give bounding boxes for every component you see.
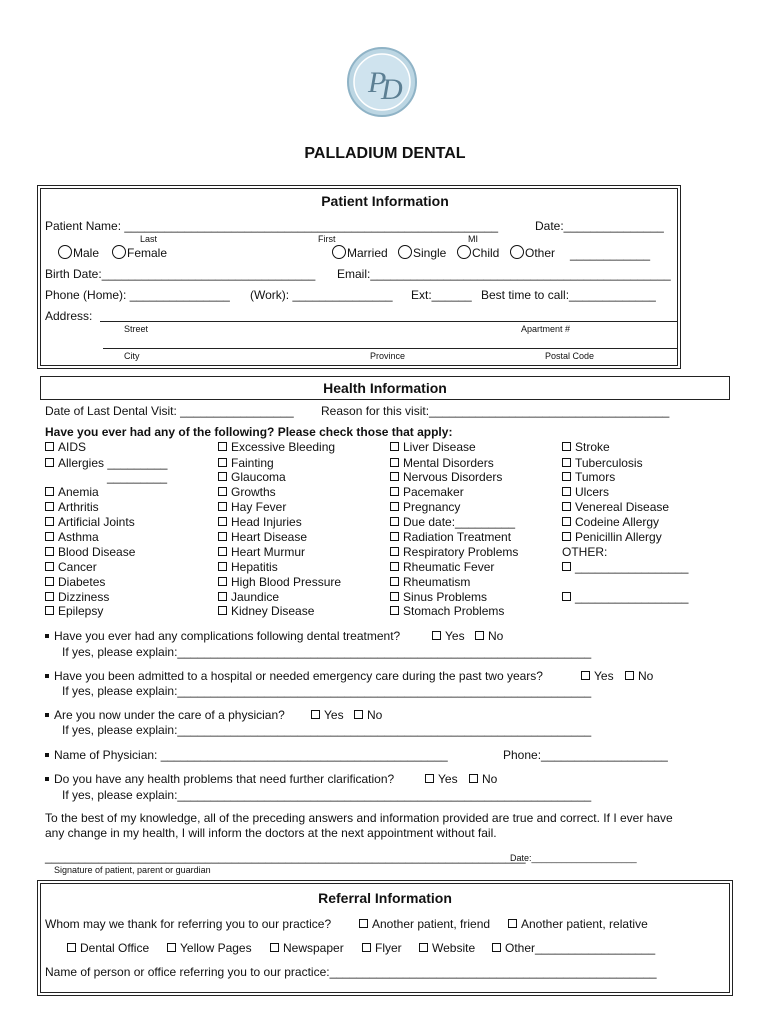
condition-label: Rheumatic Fever: [403, 560, 495, 574]
email-field[interactable]: Email:_____________________________________________: [337, 267, 671, 281]
address-label: Address:: [45, 309, 93, 323]
condition-col3-item[interactable]: [390, 545, 518, 559]
condition-col2-item[interactable]: [218, 590, 279, 604]
explain-field-3[interactable]: If yes, please explain:______________________________________________________________: [62, 723, 592, 737]
condition-label: Heart Disease: [231, 530, 308, 544]
condition-col1-item[interactable]: [45, 575, 105, 589]
condition-label: Stomach Problems: [403, 604, 505, 618]
condition-label: Ulcers: [575, 485, 610, 499]
checkbox-icon: [45, 442, 54, 451]
q-complications-yes[interactable]: Yes: [432, 629, 465, 643]
condition-col4-item[interactable]: [562, 545, 607, 559]
condition-label: Cancer: [58, 560, 97, 574]
condition-label: Liver Disease: [403, 440, 476, 454]
checkbox-icon: [390, 502, 399, 511]
condition-col3-item[interactable]: [390, 456, 494, 470]
checkbox-icon: [45, 487, 54, 496]
svg-text:D: D: [381, 73, 403, 106]
checkbox-icon: [218, 606, 227, 615]
condition-label: _________________: [575, 590, 689, 604]
phone-work-field[interactable]: (Work): _______________: [250, 288, 393, 302]
referral-section-title: Referral Information: [318, 890, 452, 906]
checkbox-icon: [425, 774, 434, 783]
condition-col2-item[interactable]: [218, 545, 305, 559]
statement-line-2: any change in my health, I will inform the doctors at the next appointment without fail.: [45, 826, 497, 840]
bullet-icon: [45, 777, 49, 781]
practice-name: PALLADIUM DENTAL: [304, 145, 466, 162]
condition-label: OTHER:: [562, 545, 608, 559]
referral-question: Whom may we thank for referring you to our practice?: [45, 917, 332, 931]
q-physician: Are you now under the care of a physician?: [45, 708, 285, 722]
sub-first: First: [318, 234, 336, 244]
best-time-field[interactable]: Best time to call:_____________: [481, 288, 656, 302]
condition-label: _________________: [575, 560, 689, 574]
condition-label: Penicillin Allergy: [575, 530, 662, 544]
condition-col2-item[interactable]: [218, 575, 341, 589]
condition-col1-item[interactable]: [45, 515, 135, 529]
checkbox-icon: [270, 943, 279, 952]
q-clarification-yes[interactable]: Yes: [425, 772, 458, 786]
bullet-icon: [45, 674, 49, 678]
condition-label: Kidney Disease: [231, 604, 315, 618]
condition-col3-item[interactable]: [390, 575, 470, 589]
condition-label: Blood Disease: [58, 545, 136, 559]
condition-col4-item[interactable]: [562, 560, 688, 574]
checkbox-icon: [390, 592, 399, 601]
checkbox-icon: [45, 532, 54, 541]
sub-postal: Postal Code: [545, 351, 595, 361]
explain-field-2[interactable]: If yes, please explain:______________________________________________________________: [62, 684, 592, 698]
address-line-2[interactable]: [103, 348, 677, 349]
statement-line-1: To the best of my knowledge, all of the preceding answers and information provided are true and correct. If I ever have: [45, 811, 673, 825]
condition-label: Allergies _________: [58, 456, 168, 470]
referral-newspaper[interactable]: Newspaper: [270, 941, 344, 955]
patient-section-title: Patient Information: [321, 193, 449, 209]
reason-field[interactable]: Reason for this visit:____________________________________: [321, 404, 670, 418]
checkbox-icon: [218, 458, 227, 467]
checkbox-icon: [45, 547, 54, 556]
condition-col3-item[interactable]: [390, 440, 476, 454]
condition-label: Nervous Disorders: [403, 470, 503, 484]
condition-col1-item[interactable]: [45, 456, 167, 470]
checkbox-icon: [562, 562, 571, 571]
phone-ext-field[interactable]: Ext:______: [411, 288, 472, 302]
radio-circle-icon: [457, 245, 471, 259]
checkbox-icon: [390, 562, 399, 571]
signature-field[interactable]: ________________________________________________________________________: [45, 850, 526, 864]
checkbox-icon: [362, 943, 371, 952]
checkbox-icon: [469, 774, 478, 783]
condition-label: Venereal Disease: [575, 500, 670, 514]
practice-logo: [344, 44, 420, 120]
q-clarification: Do you have any health problems that need further clarification?: [45, 772, 394, 786]
condition-label: Rheumatism: [403, 575, 471, 589]
condition-col1-item[interactable]: [45, 440, 86, 454]
checkbox-icon: [390, 472, 399, 481]
condition-col2-item[interactable]: [218, 470, 286, 484]
condition-label: Hepatitis: [231, 560, 278, 574]
condition-label: Stroke: [575, 440, 610, 454]
health-section-title-box: [40, 376, 730, 400]
condition-col2-item[interactable]: [218, 456, 274, 470]
condition-col4-item[interactable]: [562, 485, 609, 499]
phone-home-field[interactable]: Phone (Home): _______________: [45, 288, 230, 302]
checkbox-icon: [45, 458, 54, 467]
checkbox-icon: [432, 631, 441, 640]
checkbox-icon: [390, 532, 399, 541]
bullet-icon: [45, 753, 49, 757]
condition-col4-item[interactable]: [562, 515, 659, 529]
radio-circle-icon: [112, 245, 126, 259]
health-section-title: Health Information: [323, 380, 447, 396]
q-physician-no[interactable]: No: [354, 708, 382, 722]
checkbox-icon: [390, 547, 399, 556]
condition-label: Mental Disorders: [403, 456, 494, 470]
condition-col2-item[interactable]: [218, 485, 276, 499]
radio-child[interactable]: Child: [457, 245, 499, 260]
radio-male[interactable]: Male: [58, 245, 99, 260]
referral-yellow-pages[interactable]: Yellow Pages: [167, 941, 252, 955]
conditions-question: Have you ever had any of the following? Please check those that apply:: [45, 425, 453, 439]
referral-website[interactable]: Website: [419, 941, 475, 955]
condition-label: Glaucoma: [231, 470, 286, 484]
checkbox-icon: [390, 577, 399, 586]
checkbox-icon: [45, 562, 54, 571]
condition-col1-item[interactable]: [45, 545, 135, 559]
condition-label: Radiation Treatment: [403, 530, 512, 544]
checkbox-icon: [581, 671, 590, 680]
checkbox-icon: [167, 943, 176, 952]
condition-label: Artificial Joints: [58, 515, 135, 529]
condition-col4-item[interactable]: [562, 440, 610, 454]
patient-date-field[interactable]: Date:_______________: [535, 219, 664, 233]
checkbox-icon: [218, 547, 227, 556]
condition-col3-item[interactable]: [390, 470, 502, 484]
checkbox-icon: [218, 577, 227, 586]
checkbox-icon: [562, 487, 571, 496]
physician-phone-field[interactable]: Phone:___________________: [503, 748, 668, 762]
q-clarification-no[interactable]: No: [469, 772, 497, 786]
q-complications-no[interactable]: No: [475, 629, 503, 643]
checkbox-icon: [218, 592, 227, 601]
condition-col1-item[interactable]: [45, 485, 99, 499]
condition-col4-item[interactable]: [562, 470, 615, 484]
checkbox-icon: [218, 487, 227, 496]
checkbox-icon: [508, 919, 517, 928]
checkbox-icon: [390, 517, 399, 526]
sub-mi: MI: [468, 234, 478, 244]
condition-label: Dizziness: [58, 590, 110, 604]
checkbox-icon: [45, 592, 54, 601]
bullet-icon: [45, 713, 49, 717]
condition-col1-item[interactable]: [45, 604, 103, 618]
referral-other[interactable]: Other__________________: [492, 941, 655, 955]
condition-col2-item[interactable]: [218, 440, 335, 454]
radio-female[interactable]: Female: [112, 245, 167, 260]
radio-single[interactable]: Single: [398, 245, 446, 260]
condition-label: Pacemaker: [403, 485, 464, 499]
referral-dental-office[interactable]: Dental Office: [67, 941, 149, 955]
condition-label: Respiratory Problems: [403, 545, 519, 559]
condition-col1-item[interactable]: [45, 500, 99, 514]
condition-label: Arthritis: [58, 500, 99, 514]
checkbox-icon: [475, 631, 484, 640]
checkbox-icon: [419, 943, 428, 952]
checkbox-icon: [354, 710, 363, 719]
condition-col2-item[interactable]: [218, 515, 302, 529]
sub-apartment: Apartment #: [521, 324, 571, 334]
address-line-1[interactable]: [100, 321, 678, 322]
checkbox-icon: [390, 442, 399, 451]
signature-caption: Signature of patient, parent or guardian: [54, 865, 211, 875]
sub-province: Province: [370, 351, 406, 361]
q-hospital: Have you been admitted to a hospital or needed emergency care during the past two years?: [45, 669, 543, 683]
condition-col4-item[interactable]: [562, 456, 643, 470]
checkbox-icon: [562, 472, 571, 481]
condition-col2-item[interactable]: [218, 530, 307, 544]
checkbox-icon: [562, 442, 571, 451]
checkbox-icon: [562, 517, 571, 526]
radio-circle-icon: [398, 245, 412, 259]
condition-label: Diabetes: [58, 575, 106, 589]
patient-name-field[interactable]: Patient Name: ________________________________________________________: [45, 219, 499, 233]
checkbox-icon: [218, 532, 227, 541]
checkbox-icon: [562, 502, 571, 511]
referral-relative-option[interactable]: Another patient, relative: [508, 917, 648, 931]
condition-label: Due date:_________: [403, 515, 516, 529]
physician-name-field[interactable]: Name of Physician: ___________________________________________: [45, 748, 448, 762]
svg-text:P: P: [368, 66, 387, 99]
checkbox-icon: [218, 502, 227, 511]
radio-circle-icon: [510, 245, 524, 259]
condition-col2-item[interactable]: [218, 560, 278, 574]
condition-col4-item[interactable]: [562, 530, 662, 544]
checkbox-icon: [45, 517, 54, 526]
condition-label: Tuberculosis: [575, 456, 643, 470]
checkbox-icon: [67, 943, 76, 952]
condition-label: Jaundice: [231, 590, 280, 604]
condition-label: Pregnancy: [403, 500, 461, 514]
q-complications: Have you ever had any complications following dental treatment?: [45, 629, 400, 643]
checkbox-icon: [625, 671, 634, 680]
signature-date-field[interactable]: Date:_____________________: [510, 853, 637, 863]
condition-label: Asthma: [58, 530, 99, 544]
condition-col1-item[interactable]: [45, 590, 109, 604]
checkbox-icon: [45, 606, 54, 615]
checkbox-icon: [218, 472, 227, 481]
checkbox-icon: [45, 502, 54, 511]
condition-col2-item[interactable]: [218, 604, 314, 618]
condition-col1-item[interactable]: [45, 530, 99, 544]
condition-col3-item[interactable]: [390, 590, 487, 604]
explain-field-1[interactable]: If yes, please explain:______________________________________________________________: [62, 645, 592, 659]
condition-col3-item[interactable]: [390, 530, 511, 544]
condition-label: Fainting: [231, 456, 274, 470]
condition-label: Excessive Bleeding: [231, 440, 336, 454]
checkbox-icon: [492, 943, 501, 952]
condition-col3-item[interactable]: [390, 515, 515, 529]
q-hospital-yes[interactable]: Yes: [581, 669, 614, 683]
condition-label: AIDS: [58, 440, 87, 454]
sub-street: Street: [124, 324, 149, 334]
checkbox-icon: [311, 710, 320, 719]
condition-col4-item[interactable]: [562, 500, 669, 514]
checkbox-icon: [562, 592, 571, 601]
referral-flyer[interactable]: Flyer: [362, 941, 402, 955]
condition-label: _________: [107, 470, 168, 484]
referral-friend-option[interactable]: Another patient, friend: [359, 917, 490, 931]
radio-circle-icon: [58, 245, 72, 259]
checkbox-icon: [218, 442, 227, 451]
checkbox-icon: [390, 606, 399, 615]
condition-col1-item[interactable]: [45, 560, 97, 574]
checkbox-icon: [390, 487, 399, 496]
condition-label: Tumors: [575, 470, 616, 484]
bullet-icon: [45, 634, 49, 638]
radio-circle-icon: [332, 245, 346, 259]
checkbox-icon: [359, 919, 368, 928]
q-physician-yes[interactable]: Yes: [311, 708, 344, 722]
explain-field-4[interactable]: If yes, please explain:______________________________________________________________: [62, 788, 592, 802]
condition-col2-item[interactable]: [218, 500, 286, 514]
referrer-name-field[interactable]: Name of person or office referring you to our practice:_________________________________________________: [45, 965, 657, 979]
condition-col3-item[interactable]: [390, 560, 494, 574]
condition-col3-item[interactable]: [390, 500, 460, 514]
condition-col4-item[interactable]: [562, 590, 688, 604]
sub-city: City: [124, 351, 140, 361]
radio-married[interactable]: Married: [332, 245, 388, 260]
condition-col3-item[interactable]: [390, 604, 504, 618]
other-field[interactable]: ____________: [570, 247, 651, 261]
last-visit-field[interactable]: Date of Last Dental Visit: _________________: [45, 404, 294, 418]
checkbox-icon: [218, 562, 227, 571]
condition-label: Hay Fever: [231, 500, 287, 514]
condition-label: Anemia: [58, 485, 99, 499]
condition-label: Heart Murmur: [231, 545, 306, 559]
condition-label: Growths: [231, 485, 276, 499]
condition-label: High Blood Pressure: [231, 575, 342, 589]
radio-other[interactable]: Other: [510, 245, 555, 260]
checkbox-icon: [390, 458, 399, 467]
condition-label: Codeine Allergy: [575, 515, 660, 529]
condition-col1-item[interactable]: [107, 470, 167, 484]
birth-date-field[interactable]: Birth Date:________________________________: [45, 267, 316, 281]
sub-last: Last: [140, 234, 158, 244]
condition-col3-item[interactable]: [390, 485, 464, 499]
condition-label: Epilepsy: [58, 604, 104, 618]
q-hospital-no[interactable]: No: [625, 669, 653, 683]
checkbox-icon: [562, 532, 571, 541]
checkbox-icon: [218, 517, 227, 526]
checkbox-icon: [562, 458, 571, 467]
condition-label: Head Injuries: [231, 515, 302, 529]
condition-label: Sinus Problems: [403, 590, 488, 604]
checkbox-icon: [45, 577, 54, 586]
